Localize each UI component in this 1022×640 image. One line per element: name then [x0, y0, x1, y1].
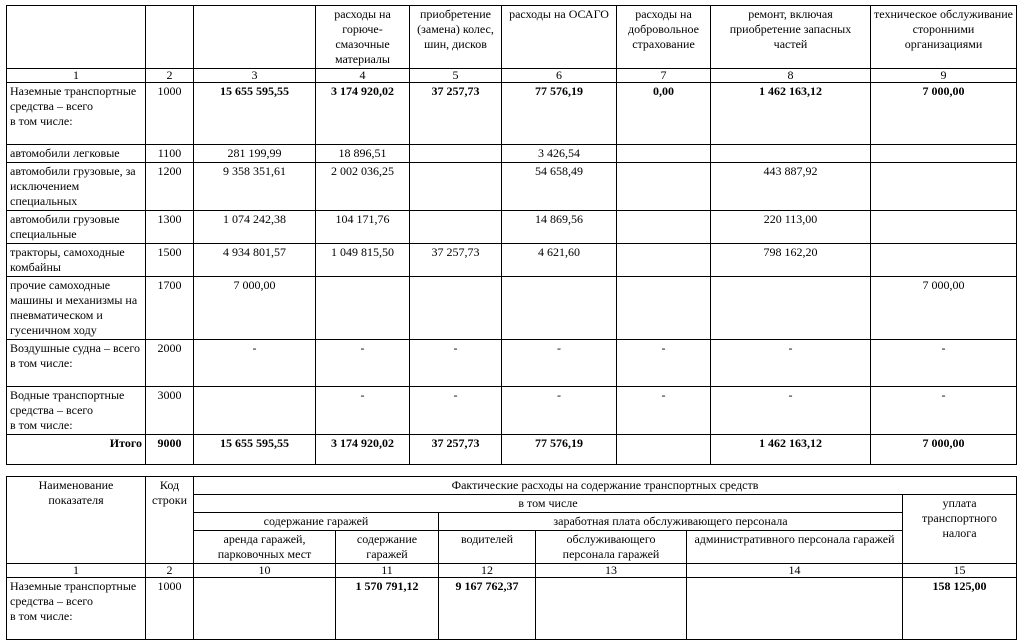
- value-cell: -: [617, 387, 711, 435]
- value-cell: [194, 578, 336, 640]
- value-cell: [687, 578, 903, 640]
- value-cell: [711, 277, 871, 340]
- table-row: [7, 145, 1017, 163]
- value-cell: 4 621,60: [502, 244, 617, 277]
- value-cell: [410, 211, 502, 244]
- row-code: 1100: [146, 145, 194, 163]
- value-cell: 158 125,00: [903, 578, 1017, 640]
- value-cell: 18 896,51: [316, 145, 410, 163]
- value-cell: 37 257,73: [410, 83, 502, 145]
- value-cell: -: [502, 340, 617, 387]
- value-cell: [617, 277, 711, 340]
- value-cell: 798 162,20: [711, 244, 871, 277]
- header-row: [7, 477, 1017, 495]
- value-cell: 7 000,00: [194, 277, 316, 340]
- tax-header: уплата транспортного налога: [903, 495, 1017, 564]
- value-cell: 7 000,00: [871, 83, 1017, 145]
- value-cell: [536, 578, 687, 640]
- header-maintenance: техническое обслуживание сторонними организациями: [871, 6, 1017, 69]
- value-cell: 9 358 351,61: [194, 163, 316, 211]
- column-number: 12: [439, 564, 536, 578]
- column-number: 7: [617, 69, 711, 83]
- including-header: в том числе: [194, 495, 903, 513]
- row-label: Водные транспортные средства – всего в том числе:: [7, 387, 146, 435]
- value-cell: [410, 145, 502, 163]
- value-cell: [617, 211, 711, 244]
- row-label: тракторы, самоходные комбайны: [7, 244, 146, 277]
- header-fuel: расходы на горюче-смазочные материалы: [316, 6, 410, 69]
- row-label: автомобили грузовые, за исключением специальных: [7, 163, 146, 211]
- value-cell: 77 576,19: [502, 435, 617, 465]
- value-cell: [617, 163, 711, 211]
- value-cell: 3 426,54: [502, 145, 617, 163]
- salary-group-header: заработная плата обслуживающего персонала: [439, 513, 903, 531]
- column-number: 15: [903, 564, 1017, 578]
- garage-group-header: содержание гаражей: [194, 513, 439, 531]
- column-number: 4: [316, 69, 410, 83]
- header-cell: [7, 6, 146, 69]
- name-header: Наименование показателя: [7, 477, 146, 564]
- column-number: 3: [194, 69, 316, 83]
- header-cell: [194, 6, 316, 69]
- total-row: [7, 435, 1017, 465]
- header-cell: [146, 6, 194, 69]
- value-cell: [617, 435, 711, 465]
- code-header: Код строки: [146, 477, 194, 564]
- row-code: 3000: [146, 387, 194, 435]
- header-osago: расходы на ОСАГО: [502, 6, 617, 69]
- value-cell: [410, 277, 502, 340]
- value-cell: -: [194, 340, 316, 387]
- value-cell: [194, 387, 316, 435]
- table-row: [7, 578, 1017, 640]
- header-row: [7, 6, 1017, 69]
- row-code: 2000: [146, 340, 194, 387]
- row-label: автомобили легковые: [7, 145, 146, 163]
- value-cell: [502, 277, 617, 340]
- header-tires: приобретение (замена) колес, шин, дисков: [410, 6, 502, 69]
- column-number: 5: [410, 69, 502, 83]
- value-cell: 3 174 920,02: [316, 83, 410, 145]
- value-cell: 1 074 242,38: [194, 211, 316, 244]
- row-code: 1000: [146, 83, 194, 145]
- column-number: 2: [146, 564, 194, 578]
- value-cell: [871, 145, 1017, 163]
- row-code: 9000: [146, 435, 194, 465]
- column-number: 10: [194, 564, 336, 578]
- value-cell: [316, 277, 410, 340]
- value-cell: 77 576,19: [502, 83, 617, 145]
- value-cell: 3 174 920,02: [316, 435, 410, 465]
- header-repair: ремонт, включая приобретение запасных частей: [711, 6, 871, 69]
- value-cell: [617, 145, 711, 163]
- table-row: [7, 340, 1017, 387]
- value-cell: 14 869,56: [502, 211, 617, 244]
- table-row: [7, 277, 1017, 340]
- main-header: Фактические расходы на содержание транспортных средств: [194, 477, 1017, 495]
- value-cell: -: [410, 387, 502, 435]
- row-label: Воздушные судна – всего в том числе:: [7, 340, 146, 387]
- expenses-table-part1: [6, 5, 1017, 465]
- value-cell: 443 887,92: [711, 163, 871, 211]
- value-cell: 15 655 595,55: [194, 83, 316, 145]
- column-number: 8: [711, 69, 871, 83]
- value-cell: 104 171,76: [316, 211, 410, 244]
- table-row: [7, 244, 1017, 277]
- value-cell: 7 000,00: [871, 435, 1017, 465]
- value-cell: 2 002 036,25: [316, 163, 410, 211]
- value-cell: 4 934 801,57: [194, 244, 316, 277]
- value-cell: 1 462 163,12: [711, 83, 871, 145]
- row-code: 1300: [146, 211, 194, 244]
- row-label: прочие самоходные машины и механизмы на пневматическом и гусеничном ходу: [7, 277, 146, 340]
- value-cell: 281 199,99: [194, 145, 316, 163]
- value-cell: [871, 211, 1017, 244]
- value-cell: -: [316, 387, 410, 435]
- row-code: 1200: [146, 163, 194, 211]
- value-cell: 220 113,00: [711, 211, 871, 244]
- row-label: Наземные транспортные средства – всего в том числе:: [7, 578, 146, 640]
- column-number: 1: [7, 69, 146, 83]
- sub-header-admin-staff: административного персонала гаражей: [687, 531, 903, 564]
- sub-header-garage-upkeep: содержание гаражей: [336, 531, 439, 564]
- column-number: 2: [146, 69, 194, 83]
- column-number-row: [7, 564, 1017, 578]
- value-cell: [871, 163, 1017, 211]
- value-cell: 7 000,00: [871, 277, 1017, 340]
- value-cell: [711, 145, 871, 163]
- value-cell: -: [711, 340, 871, 387]
- table-row: [7, 387, 1017, 435]
- table-row: [7, 163, 1017, 211]
- column-number: 13: [536, 564, 687, 578]
- value-cell: -: [502, 387, 617, 435]
- value-cell: 0,00: [617, 83, 711, 145]
- value-cell: 9 167 762,37: [439, 578, 536, 640]
- value-cell: -: [871, 340, 1017, 387]
- column-number: 11: [336, 564, 439, 578]
- value-cell: -: [617, 340, 711, 387]
- row-label: Наземные транспортные средства – всего в том числе:: [7, 83, 146, 145]
- row-code: 1000: [146, 578, 194, 640]
- row-label: автомобили грузовые специальные: [7, 211, 146, 244]
- value-cell: 1 049 815,50: [316, 244, 410, 277]
- value-cell: -: [410, 340, 502, 387]
- total-label: Итого: [7, 435, 146, 465]
- column-number: 1: [7, 564, 146, 578]
- value-cell: -: [711, 387, 871, 435]
- sub-header-garage-rent: аренда гаражей, парковочных мест: [194, 531, 336, 564]
- column-number: 9: [871, 69, 1017, 83]
- value-cell: 15 655 595,55: [194, 435, 316, 465]
- value-cell: [410, 163, 502, 211]
- header-voluntary-insurance: расходы на добровольное страхование: [617, 6, 711, 69]
- value-cell: [871, 244, 1017, 277]
- value-cell: 37 257,73: [410, 435, 502, 465]
- value-cell: [617, 244, 711, 277]
- value-cell: 37 257,73: [410, 244, 502, 277]
- value-cell: -: [871, 387, 1017, 435]
- expenses-table-part2: [6, 476, 1017, 640]
- table-row: [7, 211, 1017, 244]
- column-number: 14: [687, 564, 903, 578]
- sub-header-garage-staff: обслуживающего персонала гаражей: [536, 531, 687, 564]
- value-cell: -: [316, 340, 410, 387]
- column-number: 6: [502, 69, 617, 83]
- sub-header-drivers: водителей: [439, 531, 536, 564]
- column-number-row: [7, 69, 1017, 83]
- row-code: 1500: [146, 244, 194, 277]
- row-code: 1700: [146, 277, 194, 340]
- value-cell: 1 462 163,12: [711, 435, 871, 465]
- value-cell: 54 658,49: [502, 163, 617, 211]
- table-row: [7, 83, 1017, 145]
- value-cell: 1 570 791,12: [336, 578, 439, 640]
